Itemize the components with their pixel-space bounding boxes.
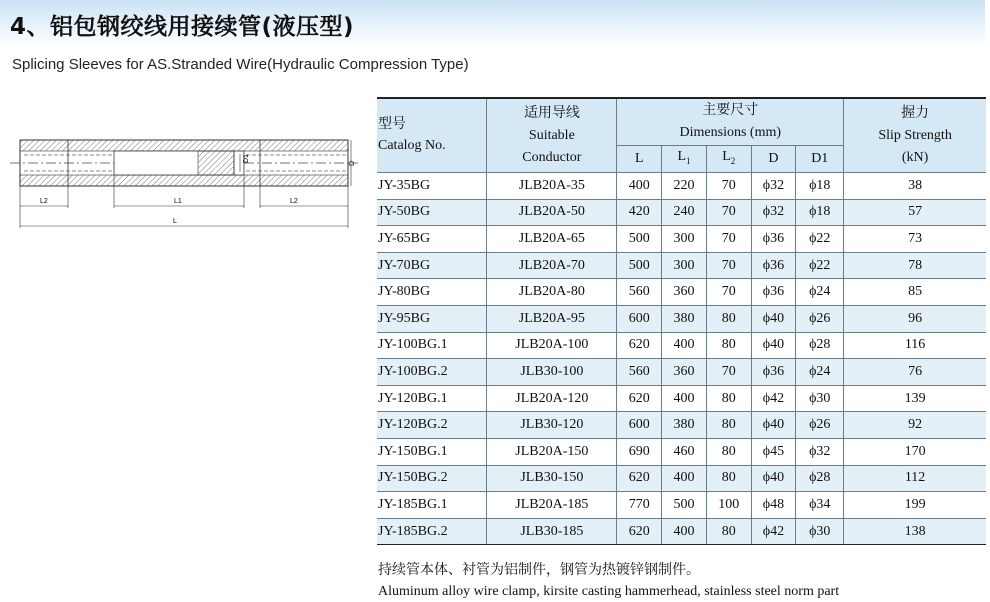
table-cell: 70 <box>706 252 751 279</box>
col-l2-header: $L_2$ <box>706 146 751 173</box>
table-cell: JLB20A-150 <box>487 438 617 465</box>
table-cell: 138 <box>844 518 986 545</box>
table-cell: 73 <box>844 226 986 253</box>
l1-label: L1 <box>174 198 182 205</box>
note-en: Aluminum alloy wire clamp, kirsite casting hammerhead, stainless steel norm part <box>378 584 840 599</box>
conductor-header-en2: Conductor <box>522 149 582 165</box>
table-cell: 70 <box>706 359 751 386</box>
table-cell: 400 <box>617 173 662 200</box>
table-cell: ϕ40 <box>751 305 796 332</box>
note-cn: 持续管本体、衬管为铝制件，钢管为热镀锌钢制件。 <box>378 563 700 578</box>
conductor-header-cn: 适用导线 <box>523 105 580 121</box>
table-cell: 116 <box>844 332 986 359</box>
table-cell: 240 <box>662 199 707 226</box>
table-cell: ϕ36 <box>751 359 796 386</box>
table-cell: JY-150BG.1 <box>377 438 487 465</box>
table-row <box>377 173 986 200</box>
table-cell: ϕ30 <box>796 385 844 412</box>
slip-header-cn: 握力 <box>901 105 930 121</box>
table-row <box>377 412 986 439</box>
d1-label: D1 <box>243 154 250 163</box>
table-cell: ϕ22 <box>796 252 844 279</box>
sleeve-wall-top <box>20 140 348 151</box>
table-cell: JLB20A-100 <box>487 332 617 359</box>
table-cell: JY-120BG.2 <box>377 412 487 439</box>
table-cell: 76 <box>844 359 986 386</box>
table-row <box>377 492 986 519</box>
table-cell: 80 <box>706 465 751 492</box>
table-cell: 560 <box>617 279 662 306</box>
table-cell: ϕ34 <box>796 492 844 519</box>
table-cell: JLB20A-95 <box>487 305 617 332</box>
col-l1-header: $L_1$ <box>662 146 707 173</box>
table-cell: ϕ48 <box>751 492 796 519</box>
table-cell: ϕ26 <box>796 412 844 439</box>
header-row <box>377 98 986 146</box>
table-cell: 70 <box>706 226 751 253</box>
table-row <box>377 359 986 386</box>
page-title: 4、铝包钢绞线用接续管(液压型) <box>10 14 355 40</box>
table-cell: JY-100BG.1 <box>377 332 487 359</box>
table-cell: ϕ32 <box>751 199 796 226</box>
table-cell: JY-185BG.2 <box>377 518 487 545</box>
table-cell: JY-150BG.2 <box>377 465 487 492</box>
table-cell: 600 <box>617 412 662 439</box>
table-cell: JLB20A-35 <box>487 173 617 200</box>
table-row <box>377 518 986 545</box>
table-cell: 380 <box>662 412 707 439</box>
table-cell: JLB20A-70 <box>487 252 617 279</box>
table-cell: 100 <box>706 492 751 519</box>
table-cell: JY-95BG <box>377 305 487 332</box>
table-cell: 620 <box>617 518 662 545</box>
table-cell: ϕ32 <box>751 173 796 200</box>
table-row <box>377 199 986 226</box>
table-cell: JLB30-100 <box>487 359 617 386</box>
table-cell: 96 <box>844 305 986 332</box>
table-cell: 300 <box>662 252 707 279</box>
table-cell: 57 <box>844 199 986 226</box>
catalog-header-en: Catalog No. <box>378 138 446 153</box>
table-cell: JLB20A-80 <box>487 279 617 306</box>
table-cell: 80 <box>706 332 751 359</box>
table-cell: JY-100BG.2 <box>377 359 487 386</box>
table-cell: 112 <box>844 465 986 492</box>
col-l-header: L <box>617 146 662 173</box>
table-cell: 620 <box>617 332 662 359</box>
table-cell: 300 <box>662 226 707 253</box>
table-cell: 199 <box>844 492 986 519</box>
table-cell: 420 <box>617 199 662 226</box>
col-d1-header: D1 <box>796 146 844 173</box>
table-cell: ϕ28 <box>796 465 844 492</box>
table-cell: ϕ30 <box>796 518 844 545</box>
table-cell: ϕ40 <box>751 412 796 439</box>
dims-header-cn: 主要尺寸 <box>702 103 759 118</box>
table-cell: JY-35BG <box>377 173 487 200</box>
page-subtitle: Splicing Sleeves for AS.Stranded Wire(Hydraulic Compression Type) <box>12 56 469 73</box>
table-cell: 170 <box>844 438 986 465</box>
table-row <box>377 438 986 465</box>
table-cell: 38 <box>844 173 986 200</box>
table-cell: 80 <box>706 438 751 465</box>
table-cell: 80 <box>706 305 751 332</box>
table-cell: 400 <box>662 465 707 492</box>
table-row <box>377 226 986 253</box>
table-cell: 770 <box>617 492 662 519</box>
table-cell: JY-65BG <box>377 226 487 253</box>
table-cell: ϕ42 <box>751 518 796 545</box>
table-cell: 620 <box>617 385 662 412</box>
l-label: L <box>173 218 177 225</box>
table-cell: 620 <box>617 465 662 492</box>
table-row <box>377 279 986 306</box>
table-cell: JY-80BG <box>377 279 487 306</box>
table-cell: 380 <box>662 305 707 332</box>
table-cell: 85 <box>844 279 986 306</box>
table-cell: JY-50BG <box>377 199 487 226</box>
table-cell: JLB20A-65 <box>487 226 617 253</box>
table-cell: 92 <box>844 412 986 439</box>
table-cell: ϕ32 <box>796 438 844 465</box>
table-row <box>377 465 986 492</box>
d-label: D <box>349 160 356 166</box>
table-cell: 500 <box>662 492 707 519</box>
table-cell: 560 <box>617 359 662 386</box>
table-cell: ϕ26 <box>796 305 844 332</box>
table-cell: 70 <box>706 199 751 226</box>
slip-header-en: Slip Strength <box>878 127 952 143</box>
table-cell: 360 <box>662 279 707 306</box>
table-cell: ϕ42 <box>751 385 796 412</box>
table-cell: 400 <box>662 518 707 545</box>
table-cell: ϕ18 <box>796 199 844 226</box>
table-row <box>377 332 986 359</box>
table-cell: 70 <box>706 279 751 306</box>
notes <box>378 560 839 602</box>
sleeve-drawing <box>8 126 360 236</box>
table-cell: 500 <box>617 226 662 253</box>
table-cell: 460 <box>662 438 707 465</box>
table-cell: JLB30-150 <box>487 465 617 492</box>
table-cell: 220 <box>662 173 707 200</box>
table-cell: JLB30-120 <box>487 412 617 439</box>
table-cell: ϕ40 <box>751 332 796 359</box>
table-cell: 500 <box>617 252 662 279</box>
table-cell: ϕ36 <box>751 279 796 306</box>
table-row <box>377 305 986 332</box>
table-cell: ϕ22 <box>796 226 844 253</box>
table-cell: JY-70BG <box>377 252 487 279</box>
sleeve-wall-bottom <box>20 175 348 186</box>
table-cell: 600 <box>617 305 662 332</box>
conductor-header-en1: Suitable <box>528 127 575 143</box>
table-cell: 139 <box>844 385 986 412</box>
table-cell: 80 <box>706 385 751 412</box>
col-d-header: D <box>751 146 796 173</box>
table-cell: JY-120BG.1 <box>377 385 487 412</box>
table-cell: 400 <box>662 385 707 412</box>
table-cell: JLB30-185 <box>487 518 617 545</box>
spec-table <box>377 97 986 545</box>
l2-right-label: L2 <box>290 198 298 205</box>
table-cell: 360 <box>662 359 707 386</box>
l2-left-label: L2 <box>40 198 48 205</box>
table-cell: ϕ36 <box>751 252 796 279</box>
table-cell: 690 <box>617 438 662 465</box>
dims-header-en: Dimensions (mm) <box>679 125 782 140</box>
table-cell: 70 <box>706 173 751 200</box>
table-cell: ϕ36 <box>751 226 796 253</box>
table-cell: ϕ28 <box>796 332 844 359</box>
table-cell: ϕ24 <box>796 359 844 386</box>
table-cell: ϕ40 <box>751 465 796 492</box>
table-cell: 80 <box>706 412 751 439</box>
table-cell: JLB20A-50 <box>487 199 617 226</box>
catalog-header-cn: 型号 <box>378 117 406 132</box>
table-cell: 400 <box>662 332 707 359</box>
table-cell: ϕ24 <box>796 279 844 306</box>
table-cell: JLB20A-185 <box>487 492 617 519</box>
table-row <box>377 252 986 279</box>
slip-header-unit: (kN) <box>901 149 929 165</box>
table-row <box>377 385 986 412</box>
table-cell: JLB20A-120 <box>487 385 617 412</box>
table-cell: 80 <box>706 518 751 545</box>
table-cell: JY-185BG.1 <box>377 492 487 519</box>
title-banner <box>0 0 985 46</box>
table-cell: 78 <box>844 252 986 279</box>
table-cell: ϕ45 <box>751 438 796 465</box>
table-cell: ϕ18 <box>796 173 844 200</box>
